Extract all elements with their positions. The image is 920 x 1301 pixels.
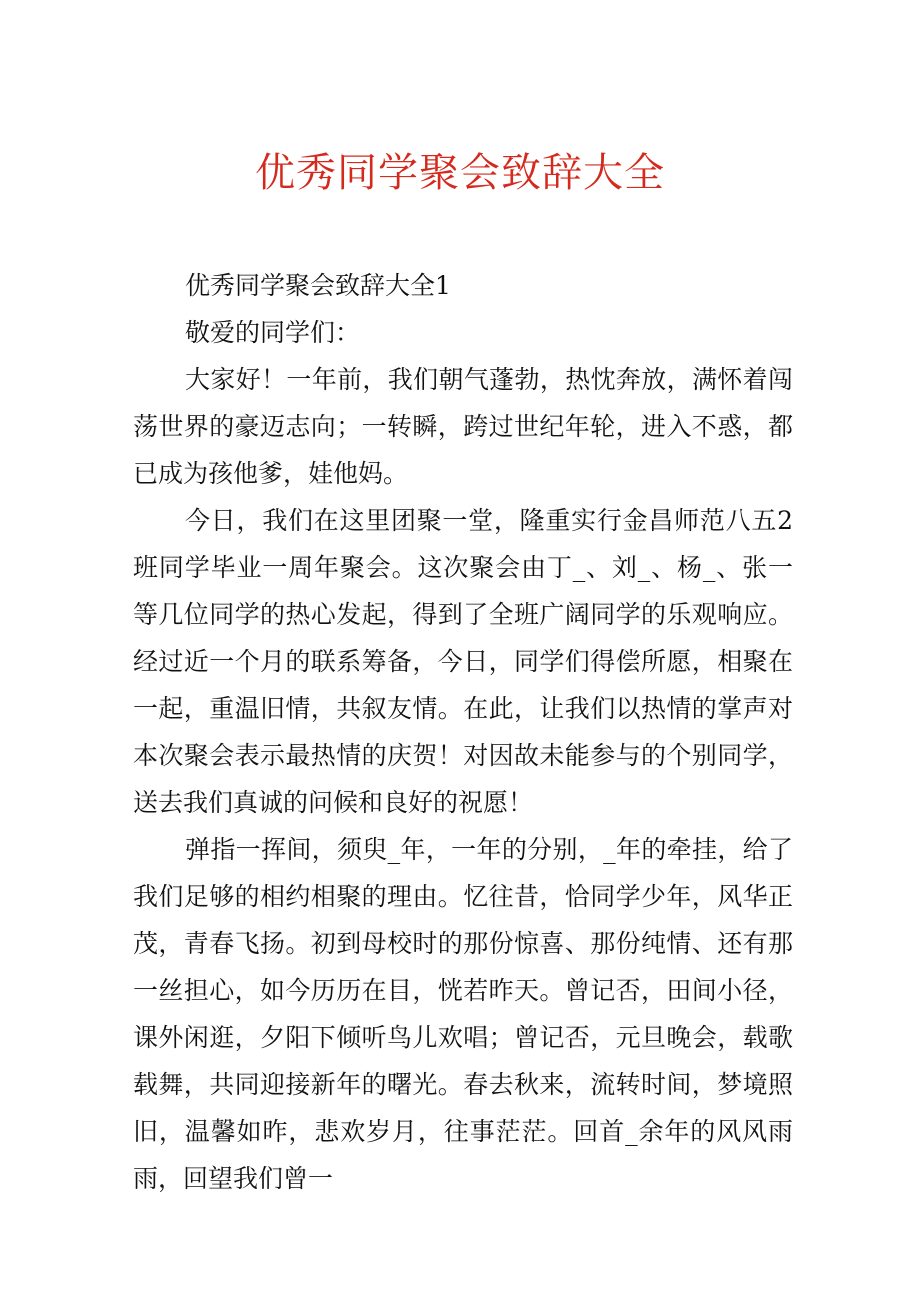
- paragraph-salutation: 敬爱的同学们：: [185, 318, 361, 347]
- paragraph-gathering: 今日，我们在这里团聚一堂，隆重实行金昌师范八五2班同学毕业一周年聚会。这次聚会由丁_、刘_、杨_、张一等几位同学的热心发起，得到了全班广阔同学的乐观响应。经过近一个月的联系筹备，今日，同学们得偿所愿，相聚在一起，重温旧情，共叙友情。在此，让我们以热情的掌声对本次聚会表示最热情的庆贺！对因故未能参与的个别同学，送去我们真诚的问候和良好的祝愿！: [133, 506, 793, 817]
- document-body: [133, 262, 793, 1202]
- document-title: 优秀同学聚会致辞大全: [255, 150, 665, 196]
- paragraph-greeting: 大家好！一年前，我们朝气蓬勃，热忱奔放，满怀着闯荡世界的豪迈志向；一转瞬，跨过世纪年轮，进入不惑，都已成为孩他爹，娃他妈。: [133, 365, 793, 488]
- paragraph-memories: 弹指一挥间，须臾_年，一年的分别，_年的牵挂，给了我们足够的相约相聚的理由。忆往昔，恰同学少年，风华正茂，青春飞扬。初到母校时的那份惊喜、那份纯情、还有那一丝担心，如今历历在目，恍若昨天。曾记否，田间小径，课外闲逛，夕阳下倾听鸟儿欢唱；曾记否，元旦晚会，载歌载舞，共同迎接新年的曙光。春去秋来，流转时间，梦境照旧，温馨如昨，悲欢岁月，往事茫茫。回首_余年的风风雨雨，回望我们曾一: [133, 835, 793, 1193]
- paragraph-heading: 优秀同学聚会致辞大全1: [185, 271, 451, 300]
